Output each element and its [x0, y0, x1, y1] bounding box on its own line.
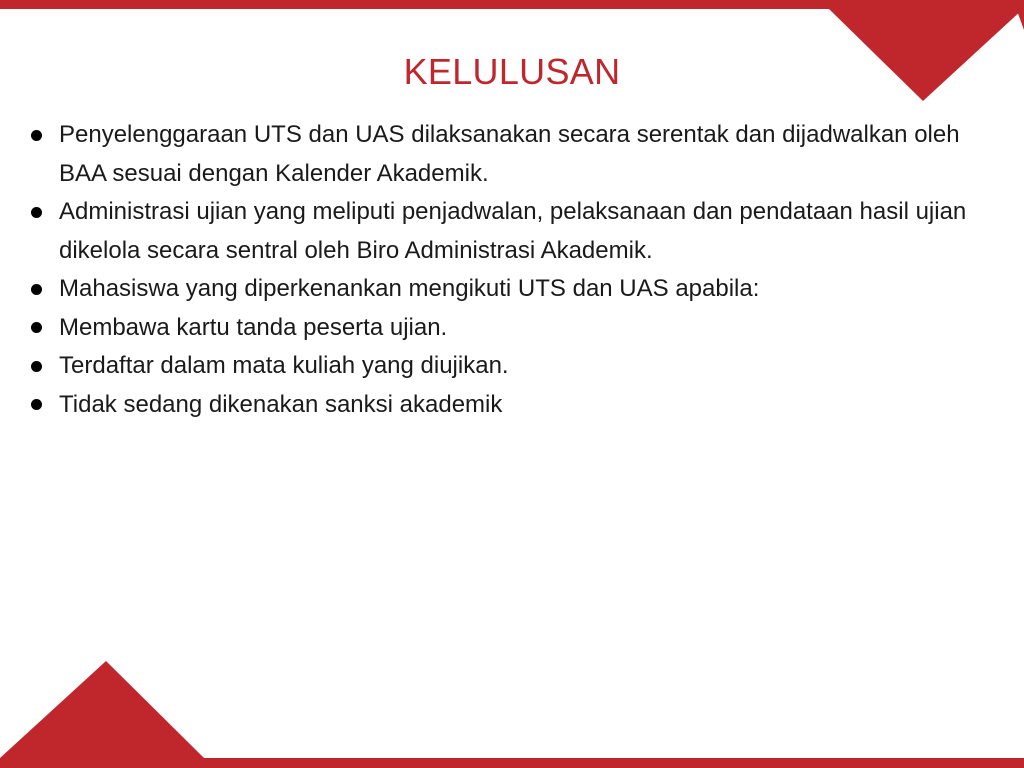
bullet-text: Penyelenggaraan UTS dan UAS dilaksanakan secara serentak dan dijadwalkan oleh BAA sesuai dengan Kalender Akademik.	[59, 121, 960, 187]
bullet-dot-icon	[31, 361, 42, 372]
bullet-item	[0, 193, 1024, 270]
bullet-text: Administrasi ujian yang meliputi penjadwalan, pelaksanaan dan pendataan hasil ujian dikelola secara sentral oleh Biro Administrasi Akademik.	[59, 198, 967, 264]
bottom-red-bar	[0, 758, 1024, 768]
slide-title: KELULUSAN	[403, 51, 621, 92]
bullet-dot-icon	[31, 130, 42, 141]
bottom-left-triangle	[0, 661, 204, 768]
bullet-item	[0, 347, 1024, 386]
bullet-dot-icon	[31, 207, 42, 218]
bullet-text: Membawa kartu tanda peserta ujian.	[59, 313, 448, 341]
top-red-bar	[0, 0, 1024, 9]
bullet-dot-icon	[31, 399, 42, 410]
bullet-dot-icon	[31, 284, 42, 295]
bullet-text: Tidak sedang dikenakan sanksi akademik	[59, 390, 503, 418]
bullet-item	[0, 270, 1024, 309]
top-right-corner-block	[1016, 8, 1024, 30]
bullet-item	[0, 386, 1024, 425]
bullet-list	[0, 116, 1024, 424]
bullet-text: Terdaftar dalam mata kuliah yang diujikan.	[59, 352, 509, 379]
bullet-dot-icon	[31, 322, 42, 333]
bullet-item	[0, 309, 1024, 348]
bullet-text: Mahasiswa yang diperkenankan mengikuti UTS dan UAS apabila:	[59, 275, 760, 302]
bullet-item	[0, 116, 1024, 193]
